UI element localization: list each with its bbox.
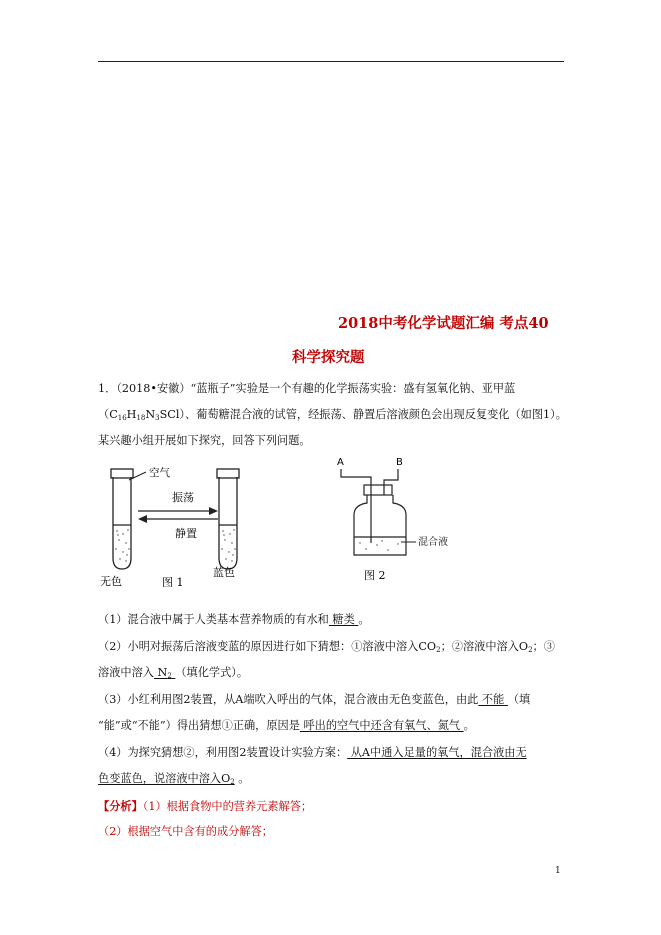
label-shake: 振荡 — [172, 491, 194, 504]
label-a: A — [337, 457, 344, 468]
header-rule — [98, 61, 564, 62]
answer-1: 糖类 — [328, 613, 359, 626]
title-line-1: 2018中考化学试题汇编 考点40 — [338, 315, 549, 332]
test-tube-colorless — [111, 469, 133, 569]
q1-intro-line-3: 某兴趣小组开展如下探究，回答下列问题。 — [98, 434, 311, 447]
analysis-line-2: （2）根据空气中含有的成分解答； — [98, 825, 273, 838]
answer-3a: 不能 — [478, 693, 508, 706]
label-colorless: 无色 — [100, 575, 122, 587]
caption-figure-1: 图 1 — [162, 576, 184, 587]
label-b: B — [396, 457, 403, 468]
answer-4b: 色变蓝色，说溶液中溶入$O_2$ — [98, 772, 235, 786]
label-air: 空气 — [149, 467, 170, 479]
answer-2: $N_2$ — [153, 666, 172, 680]
label-mix: 混合液 — [418, 537, 448, 548]
q1-part-1: （1）混合液中属于人类基本营养物质的有水和 糖类 。 — [98, 613, 370, 626]
q1-part-3b: “能”或“不能”）得出猜想①正确，原因是 呼出的空气中还含有氧气、氮气 。 — [98, 719, 475, 732]
caption-figure-2: 图 2 — [364, 569, 386, 582]
test-tube-blue — [217, 469, 239, 569]
gas-bottle — [341, 469, 406, 555]
q1-part-2b: 溶液中溶入 $N_2$ （填化学式）。 — [98, 666, 249, 680]
title-line-2: 科学探究题 — [292, 349, 365, 366]
label-still: 静置 — [175, 527, 197, 540]
q1-part-4b: 色变蓝色，说溶液中溶入$O_2$ 。 — [98, 772, 250, 786]
q1-intro-line-2: $(C_{16}H_{18}N_3SCl)$、葡萄糖混合液的试管，经振荡、静置后溶液颜色会出现反复变化（如图1）。 — [98, 408, 567, 422]
q1-intro-line-1: 1．（2018•安徽）“蓝瓶子”实验是一个有趣的化学振荡实验：盛有氢氧化钠、亚甲蓝 — [98, 382, 516, 395]
page-number: 1 — [555, 866, 561, 876]
q1-part-4a: （4）为探究猜想②，利用图2装置设计实验方案： 从A中通入足量的氧气，混合液由无 — [98, 746, 527, 759]
answer-3b: 呼出的空气中还含有氧气、氮气 — [299, 719, 464, 732]
answer-4a: 从A中通入足量的氧气，混合液由无 — [347, 746, 527, 759]
q1-part-3a: （3）小红利用图2装置，从A端吹入呼出的气体，混合液由无色变蓝色，由此 不能 （填 — [98, 693, 531, 706]
analysis-line-1: 【分析】（1）根据食物中的营养元素解答； — [98, 799, 313, 813]
experiment-figure — [96, 455, 416, 587]
q1-part-2a: （2）小明对振荡后溶液变蓝的原因进行如下猜想：①溶液中溶入$CO_2$；②溶液中溶入$O_2$；③ — [98, 640, 555, 654]
label-blue: 蓝色 — [213, 566, 235, 579]
